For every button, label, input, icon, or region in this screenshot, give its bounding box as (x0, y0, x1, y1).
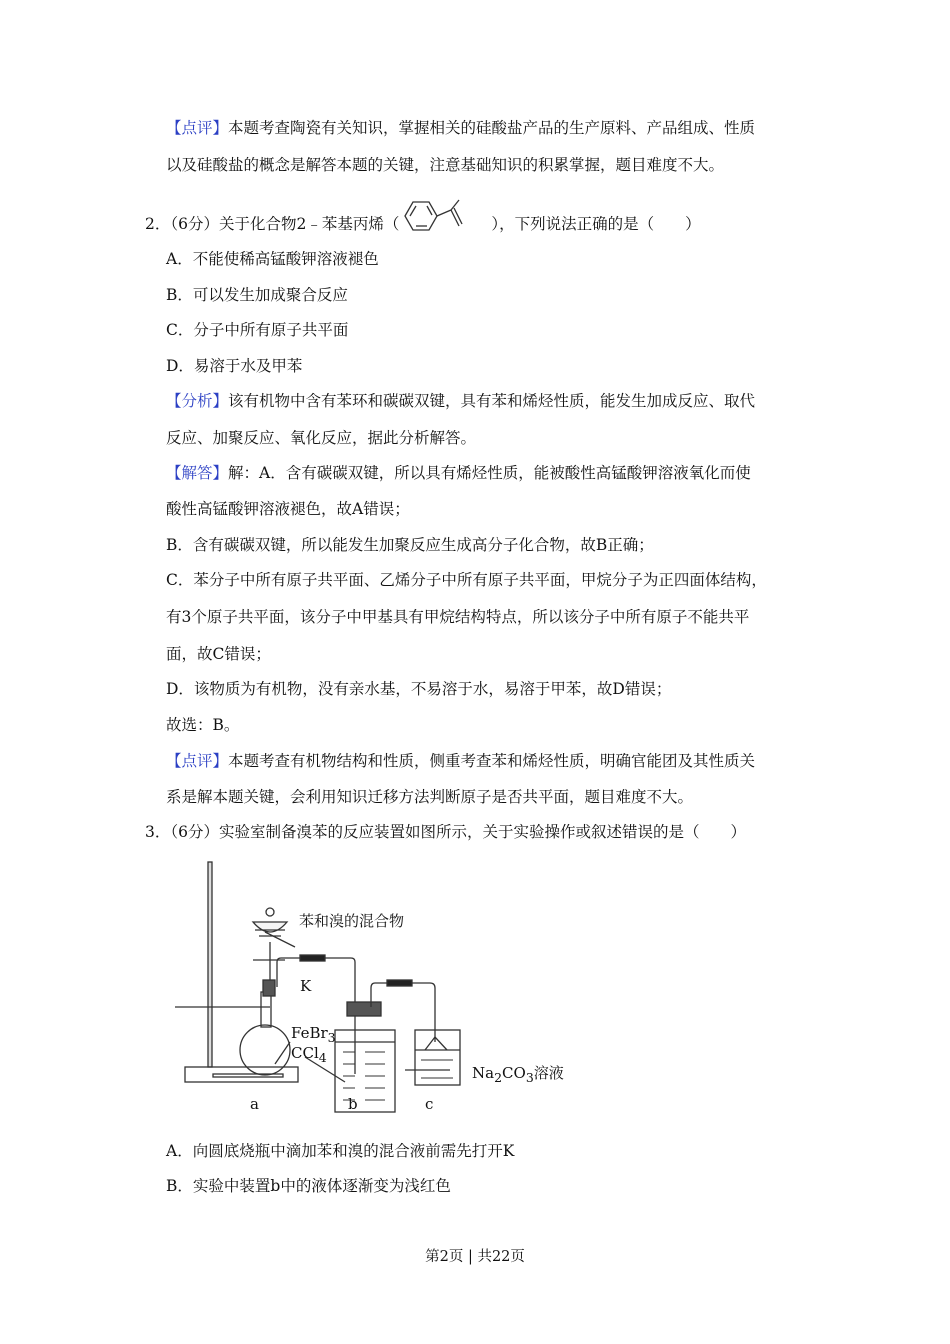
bromobenzene-apparatus-diagram (175, 852, 595, 1122)
q2-review-line-2: 系是解本题关键，会利用知识迁移方法判断原子是否共平面，题目难度不大。 (166, 788, 694, 806)
catalyst-label: FeBr$_3$ (291, 1024, 336, 1045)
q2-answer-line-3: B．含有碳碳双键，所以能发生加聚反应生成高分子化合物，故B正确； (166, 536, 654, 554)
q2-answer-line-1: 【解答】解：A．含有碳碳双键，所以具有烯烃性质，能被酸性高锰酸钾溶液氧化而使 (166, 464, 751, 482)
q2-analysis-line-1: 【分析】该有机物中含有苯环和碳碳双键，具有苯和烯烃性质，能发生加成反应、取代 (166, 392, 756, 410)
q2-answer-line-6: 面，故C错误； (166, 645, 271, 663)
funnel-label: 苯和溴的混合物 (299, 912, 405, 930)
page-footer: 第2页 | 共22页 (425, 1249, 525, 1265)
valve-k-label: K (300, 977, 312, 995)
solvent-label: CCl$_4$ (291, 1044, 327, 1065)
review-1-line-2: 以及硅酸盐的概念是解答本题的关键，注意基础知识的积累掌握，题目难度不大。 (166, 156, 725, 174)
q2-answer-line-5: 有3个原子共平面，该分子中甲基具有甲烷结构特点，所以该分子中所有原子不能共平 (166, 608, 750, 626)
q2-option-b: B．可以发生加成聚合反应 (166, 286, 348, 304)
q2-analysis-line-2: 反应、加聚反应、氧化反应，据此分析解答。 (166, 429, 477, 447)
label-a: a (250, 1095, 259, 1113)
q3-option-a: A．向圆底烧瓶中滴加苯和溴的混合液前需先打开K (166, 1142, 515, 1160)
q2-option-d: D．易溶于水及甲苯 (166, 357, 303, 375)
q2-answer-line-4: C．苯分子中所有原子共平面、乙烯分子中所有原子共平面，甲烷分子为正四面体结构， (166, 571, 767, 589)
q2-option-a: A．不能使稀高锰酸钾溶液褪色 (166, 250, 379, 268)
question-2-stem: 2．（6分）关于化合物2﹣苯基丙烯（ ），下列说法正确的是（ ） (145, 214, 701, 236)
q2-review-line-1: 【点评】本题考查有机物结构和性质，侧重考查苯和烯烃性质，明确官能团及其性质关 (166, 752, 756, 770)
q2-answer-line-2: 酸性高锰酸钾溶液褪色，故A错误； (166, 500, 410, 518)
2-phenylpropene-structure-icon (399, 194, 491, 236)
label-c: c (425, 1095, 434, 1113)
question-3-stem: 3．（6分）实验室制备溴苯的反应装置如图所示，关于实验操作或叙述错误的是（ ） (145, 823, 746, 841)
q2-answer-line-7: D．该物质为有机物，没有亲水基，不易溶于水，易溶于甲苯，故D错误； (166, 680, 672, 698)
review-1-line-1: 【点评】本题考查陶瓷有关知识，掌握相关的硅酸盐产品的生产原料、产品组成、性质 (166, 119, 756, 137)
q2-answer-line-8: 故选：B。 (166, 716, 240, 734)
q3-option-b: B．实验中装置b中的液体逐渐变为浅红色 (166, 1177, 451, 1195)
solution-label: $Na_2CO_3$溶液 (472, 1064, 564, 1085)
label-b: b (348, 1095, 358, 1113)
q2-option-c: C．分子中所有原子共平面 (166, 321, 349, 339)
